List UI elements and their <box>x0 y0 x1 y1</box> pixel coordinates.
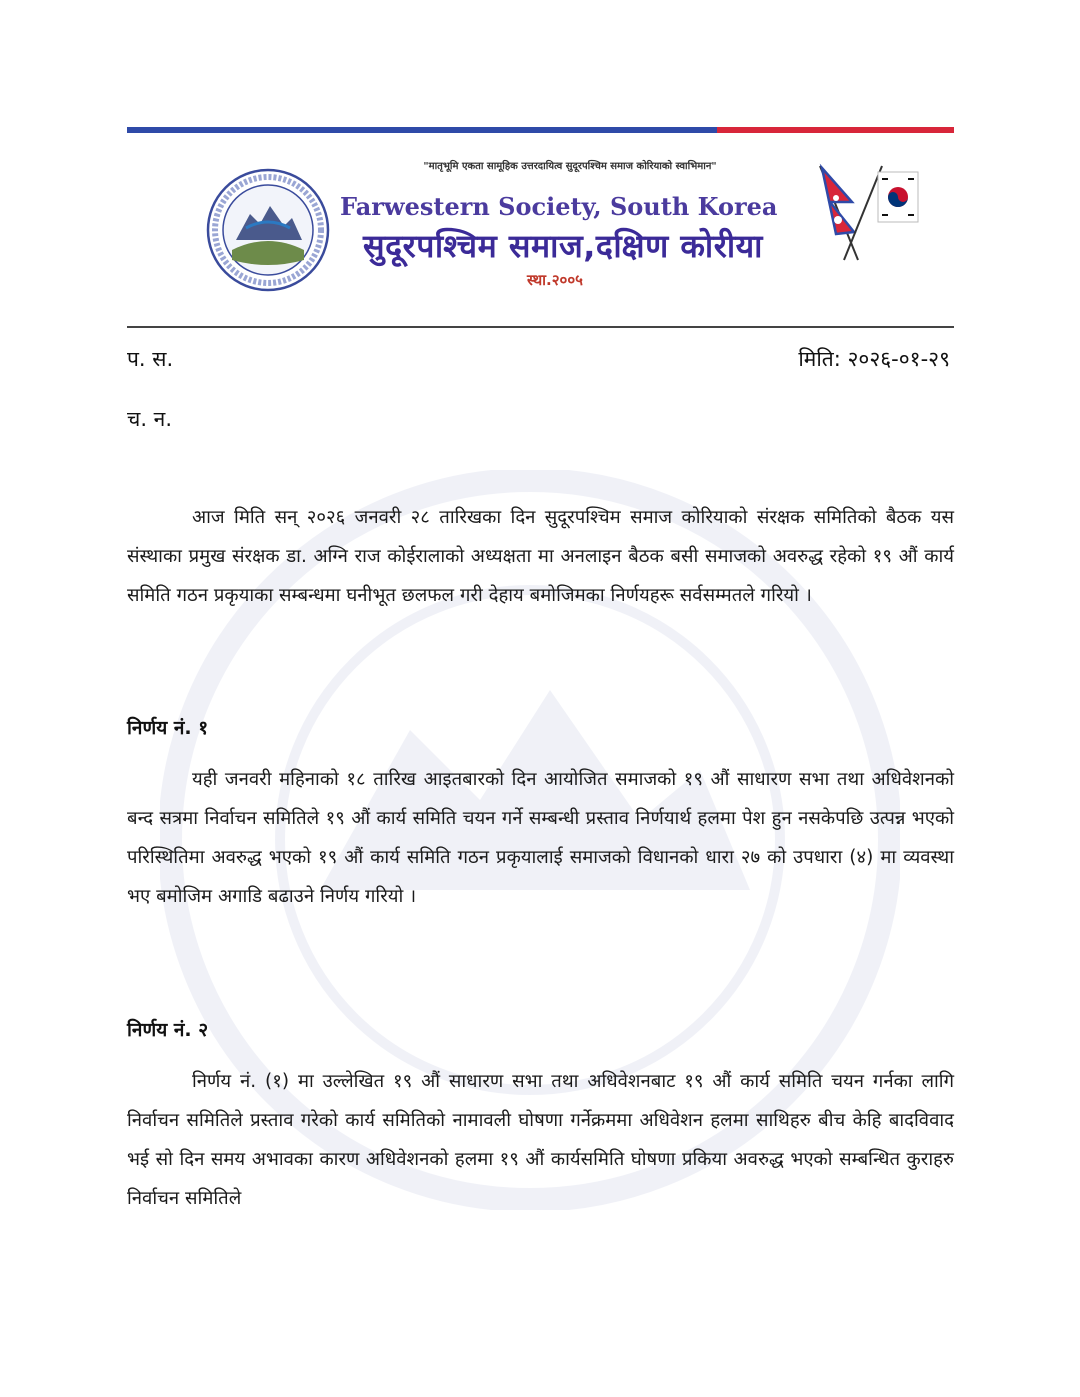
decision-2-heading: निर्णय नं. २ <box>127 1019 209 1041</box>
chalani-number: च. न. <box>127 407 173 431</box>
flags-emblem <box>800 158 930 268</box>
decision-1-text: यही जनवरी महिनाको १८ तारिख आइतबारको दिन आयोजित समाजको १९ औं साधारण सभा तथा अधिवेशनको बन्द सत्रमा निर्वाचन समितिले १९ औं कार्य समिति चयन गर्ने सम्बन्धी प्रस्ताव निर्णयार्थ हलमा पेश हुन नसकेपछि उत्पन्न भएको परिस्थितिमा अवरुद्ध भएको १९ औं कार्य समिति गठन प्रकृयालाई समाजको विधानको धारा २७ को उपधारा (४) मा व्यवस्था भए बमोजिम अगाडि बढाउने निर्णय गरियो । <box>127 769 954 907</box>
patra-sankhya: प. स. <box>127 347 174 371</box>
korea-flag-icon <box>844 166 918 260</box>
letter-date: मिति: २०२६-०१-२९ <box>798 347 950 371</box>
org-name-english: Farwestern Society, South Korea <box>340 192 778 221</box>
intro-paragraph: आज मिति सन् २०२६ जनवरी २८ तारिखका दिन सुदूरपश्चिम समाज कोरियाको संरक्षक समितिको बैठक यस संस्थाका प्रमुख संरक्षक डा. अग्नि राज कोईरालाको अध्यक्षता मा अनलाइन बैठक बसी समाजको अवरुद्ध रहेको १९ औं कार्य समिति गठन प्रकृयाका सम्बन्धमा घनीभूत छलफल गरी देहाय बमोजिमका निर्णयहरू सर्वसम्मतले गरियो । <box>127 507 954 606</box>
red-bar <box>717 127 954 133</box>
letterhead-color-bar <box>127 127 954 133</box>
decision-1-heading: निर्णय नं. १ <box>127 717 209 739</box>
decision-2-text: निर्णय नं. (१) मा उल्लेखित १९ औं साधारण सभा तथा अधिवेशनबाट १९ औं कार्य समिति चयन गर्नका लागि निर्वाचन समितिले प्रस्ताव गरेको कार्य समितिको नामावली घोषणा गर्नेक्रममा अधिवेशन हलमा साथिहरु बीच केहि बादविवाद भई सो दिन समय अभावका कारण अधिवेशनको हलमा १९ औं कार्यसमिति घोषणा प्रकिया अवरुद्ध भएको सम्बन्धित कुराहरु निर्वाचन समितिले <box>127 1071 954 1209</box>
motto-text: "मातृभूमि एकता सामूहिक उत्तरदायित्व सुदूरपश्चिम समाज कोरियाको स्वाभिमान" <box>423 161 717 172</box>
header-divider <box>127 326 954 328</box>
blue-bar <box>127 127 717 133</box>
nepal-flag-icon <box>820 166 858 260</box>
org-name-nepali: सुदूरपश्चिम समाज,दक्षिण कोरीया <box>363 227 763 265</box>
society-seal-icon <box>206 168 330 292</box>
established-year: स्था.२००५ <box>527 271 583 289</box>
